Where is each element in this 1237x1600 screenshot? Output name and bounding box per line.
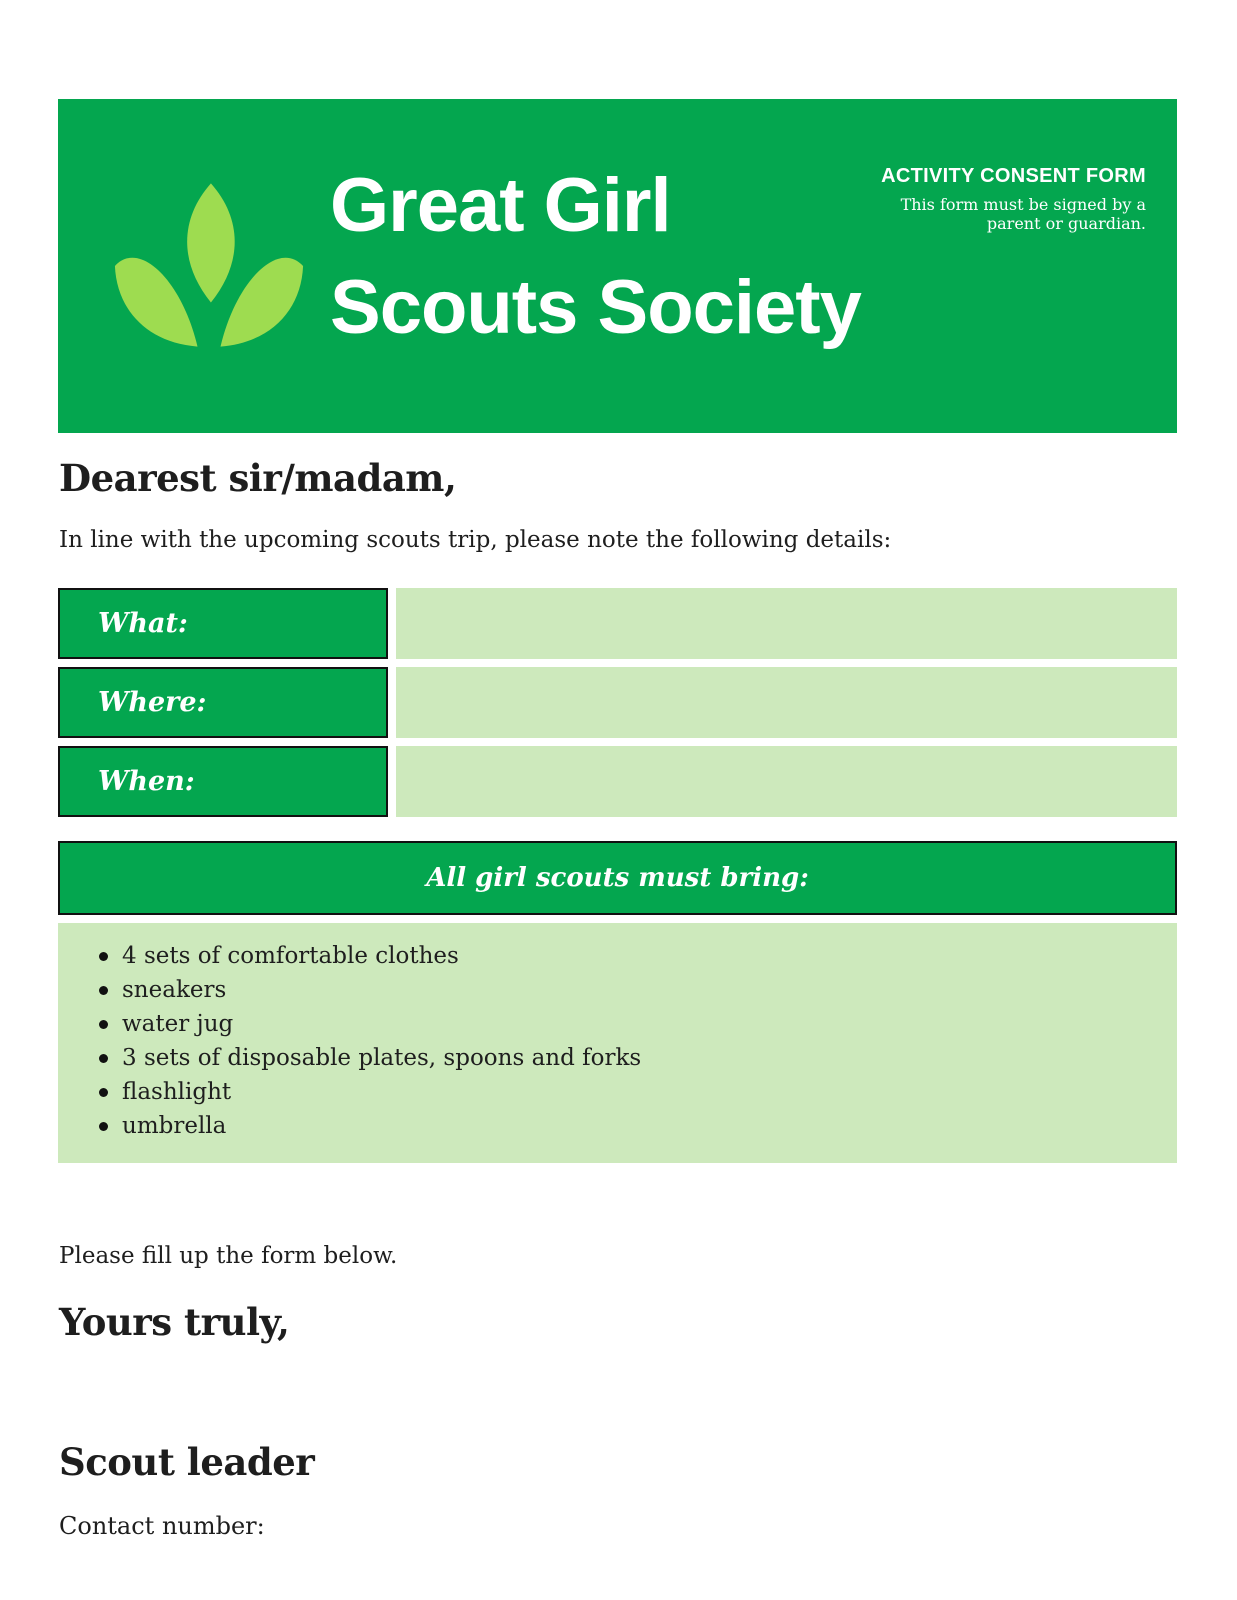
list-item-text: sneakers [122, 977, 227, 1003]
form-note: This form must be signed by a parent or guardian. [900, 195, 1146, 233]
detail-row-when [58, 746, 1177, 817]
when-field[interactable] [396, 746, 1177, 817]
bullet-icon [99, 1122, 108, 1131]
detail-row-what [58, 588, 1177, 659]
org-title-line1: Great Girl [330, 163, 671, 248]
list-item [99, 973, 1157, 1007]
list-item [99, 1109, 1157, 1143]
list-item-text: flashlight [122, 1079, 232, 1105]
list-item [99, 1075, 1157, 1109]
signoff-heading: Yours truly, [59, 1300, 290, 1344]
bullet-icon [99, 1020, 108, 1029]
bring-list [99, 939, 1157, 1143]
list-item-text: umbrella [122, 1113, 227, 1139]
list-item [99, 939, 1157, 973]
what-label: What: [58, 588, 388, 659]
bullet-icon [99, 952, 108, 961]
bring-header-banner: All girl scouts must bring: [58, 841, 1177, 915]
row-gap [388, 588, 396, 659]
signature-name: Scout leader [59, 1440, 315, 1484]
row-gap [388, 746, 396, 817]
bullet-icon [99, 1088, 108, 1097]
org-title [330, 155, 861, 359]
three-leaves-icon [113, 183, 305, 347]
bullet-icon [99, 1054, 108, 1063]
intro-paragraph: In line with the upcoming scouts trip, please note the following details: [59, 527, 892, 553]
header-banner [58, 99, 1177, 433]
list-item-text: water jug [122, 1011, 234, 1037]
org-title-line2: Scouts Society [330, 265, 861, 350]
when-label: When: [58, 746, 388, 817]
bullet-icon [99, 986, 108, 995]
contact-number-label: Contact number: [59, 1512, 265, 1540]
what-field[interactable] [396, 588, 1177, 659]
form-title: ACTIVITY CONSENT FORM [881, 165, 1146, 187]
detail-row-where [58, 667, 1177, 738]
where-field[interactable] [396, 667, 1177, 738]
row-gap [388, 667, 396, 738]
list-item [99, 1007, 1157, 1041]
list-item-text: 3 sets of disposable plates, spoons and forks [122, 1045, 642, 1071]
bring-list-box [58, 923, 1177, 1163]
details-table [58, 588, 1177, 825]
list-item [99, 1041, 1157, 1075]
list-item-text: 4 sets of comfortable clothes [122, 943, 459, 969]
where-label: Where: [58, 667, 388, 738]
consent-block [881, 165, 1146, 233]
fill-note: Please fill up the form below. [59, 1243, 398, 1269]
greeting-heading: Dearest sir/madam, [59, 456, 457, 500]
